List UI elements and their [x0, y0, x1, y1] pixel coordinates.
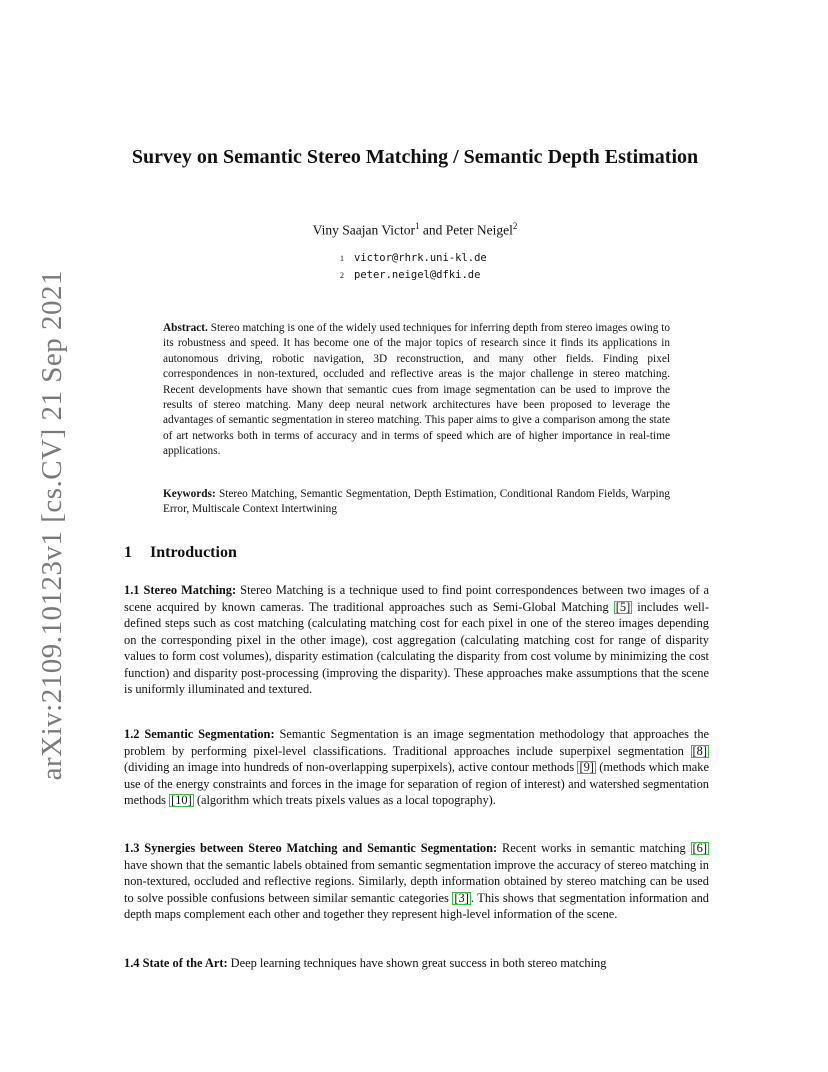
paragraph-text: (algorithm which treats pixels values as a local topography). — [193, 793, 496, 807]
cite-open: [ — [692, 841, 697, 855]
author-1-affil: 1 — [415, 221, 420, 231]
keywords-text: Stereo Matching, Semantic Segmentation, Depth Estimation, Conditional Random Fields, Warping Error, Multiscale Context Intertwining — [163, 488, 670, 516]
email-1[interactable]: victor@rhrk.uni-kl.de — [354, 252, 487, 264]
keywords — [163, 487, 670, 518]
paragraph-text: Stereo Matching is a technique used to find point correspondences between two images of a scene acquired by known cameras. The traditional approaches such as Semi-Global Matching — [124, 583, 710, 614]
paragraph-semantic-segmentation — [124, 726, 709, 809]
paragraph-text: includes well-defined steps such as cost matching (calculating matching cost for each pixel in one of the stereo images depending on the corresponding pixel in the other image), cost aggregation (calculating matching cost for range of disparity values to form cost volumes), disparity estimation (calculating the disparity from cost volume by minimizing the cost function) and disparity post-processing (improving the disparity). These approaches make assumptions that the scene is uniformly illuminated and textured. — [124, 599, 709, 696]
section-heading — [124, 544, 237, 562]
email-row-1 — [340, 250, 487, 267]
abstract-text: Stereo matching is one of the widely used techniques for inferring depth from stereo images owing to its robustness and speed. It has become one of the major topics of research since it finds its applications in autonomous driving, robotic navigation, 3D reconstruction, and many other fields. Finding pixel correspondences in non-textured, occluded and reflective areas is the major challenge in stereo matching. Recent developments have shown that semantic cues from image segmentation can be used to improve the results of stereo matching. Many deep neural network architectures have been proposed to leverage the advantages of semantic segmentation in stereo matching. This paper aims to give a comparison among the state of art networks both in terms of accuracy and in terms of speed which are of higher importance in real-time applications. — [163, 322, 670, 458]
cite-number: 5 — [619, 599, 627, 614]
citation-link[interactable] — [691, 745, 709, 758]
cite-close: ] — [702, 743, 707, 758]
paragraph-text: . This shows that segmentation information and depth maps complement each other and together they represent high-level information of the scene. — [124, 890, 709, 921]
author-line — [130, 221, 700, 239]
citation-link[interactable] — [169, 794, 194, 807]
author-emails — [340, 250, 487, 284]
section-number: 1 — [124, 544, 132, 561]
email-2-affil: 2 — [340, 271, 344, 280]
email-2[interactable]: peter.neigel@dfki.de — [354, 269, 481, 281]
abstract-label: Abstract. — [163, 322, 208, 334]
author-2-affil: 2 — [512, 221, 518, 231]
paragraph-text: (methods which make use of the energy constraints and forces in the image for separation of region of interest) and watershed segmentation methods — [124, 760, 709, 807]
paragraph-text: Deep learning techniques have shown great success in both stereo matching — [227, 956, 607, 970]
citation-link[interactable] — [452, 892, 470, 905]
cite-number: 9 — [583, 760, 590, 774]
paragraph-stereo-matching — [124, 582, 709, 698]
paragraph-heading: 1.4 State of the Art: — [124, 956, 228, 970]
paragraph-text: Semantic Segmentation is an image segmentation methodology that approaches the problem by performing pixel-level classifications. Traditional approaches include superpixel segmentation — [124, 727, 710, 758]
section-title: Introduction — [150, 544, 237, 561]
citation-link[interactable] — [614, 601, 632, 614]
author-2: Peter Neigel — [445, 222, 513, 238]
paragraph-heading: 1.3 Synergies between Stereo Matching and Semantic Segmentation: — [124, 841, 498, 855]
cite-open: [ — [454, 890, 459, 905]
cite-open: [ — [615, 599, 620, 614]
cite-number: 6 — [696, 841, 703, 855]
cite-close: ] — [626, 599, 631, 614]
citation-link[interactable] — [577, 761, 595, 774]
cite-open: [ — [171, 793, 176, 807]
paragraph-synergies — [124, 840, 709, 923]
cite-number: 10 — [175, 793, 188, 807]
citation-link[interactable] — [691, 842, 709, 855]
cite-number: 8 — [696, 743, 703, 758]
cite-close: ] — [187, 793, 192, 807]
email-row-2 — [340, 267, 487, 284]
paragraph-text: have shown that the semantic labels obtained from semantic segmentation improve the accuracy of stereo matching in non-textured, occluded and reflective regions. Similarly, depth information obtained by stereo matching can be used to solve possible confusions between similar semantic categories — [124, 857, 709, 905]
cite-open: [ — [579, 760, 584, 774]
paper-title: Survey on Semantic Stereo Matching / Semantic Depth Estimation — [131, 146, 699, 168]
paragraph-text: (dividing an image into hundreds of non-overlapping superpixels), active contour methods — [124, 760, 578, 774]
cite-close: ] — [589, 760, 594, 774]
cite-open: [ — [692, 743, 697, 758]
arxiv-id: arXiv:2109.10123v1 [cs.CV] 21 Sep 2021 — [35, 269, 68, 781]
arxiv-sidebar-stamp — [32, 269, 72, 781]
paragraph-text: Recent works in semantic matching — [497, 841, 691, 855]
cite-close: ] — [702, 841, 707, 855]
paragraph-heading: 1.2 Semantic Segmentation: — [124, 727, 275, 741]
keywords-label: Keywords: — [163, 488, 216, 500]
email-1-affil: 1 — [340, 254, 344, 263]
author-1: Viny Saajan Victor — [312, 222, 415, 238]
cite-number: 3 — [458, 890, 465, 905]
paragraph-heading: 1.1 Stereo Matching: — [124, 583, 237, 597]
abstract — [163, 321, 670, 460]
paragraph-state-of-art — [124, 955, 709, 972]
cite-close: ] — [464, 890, 469, 905]
author-and: and — [419, 222, 446, 238]
